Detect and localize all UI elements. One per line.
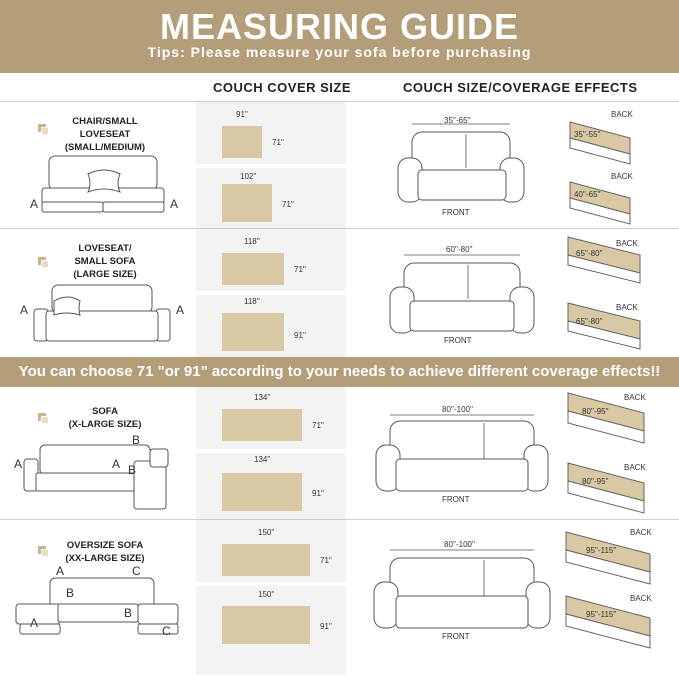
- back-range: 40''-65'': [574, 190, 601, 199]
- cover-swatch: [222, 544, 310, 576]
- cover-height: 71'': [282, 200, 294, 209]
- back-label: BACK: [611, 110, 633, 119]
- front-label: FRONT: [442, 495, 470, 504]
- cover-width: 91'': [236, 110, 248, 119]
- cover-swatch: [222, 184, 272, 222]
- back-label: BACK: [616, 239, 638, 248]
- couch-width: 80''-100'': [444, 540, 476, 549]
- cover-swatch: [222, 473, 302, 511]
- cover-swatch: [222, 606, 310, 644]
- category-label: CHAIR/SMALL LOVESEAT (SMALL/MEDIUM): [64, 116, 146, 153]
- page-title: MEASURING GUIDE: [159, 6, 520, 47]
- couch-back-icon: [346, 229, 679, 358]
- small-sofa-illustration-icon: [0, 229, 196, 358]
- cover-width: 150'': [258, 590, 275, 599]
- marker-a: A: [30, 197, 39, 211]
- marker-b: B: [66, 586, 75, 600]
- category-cell: [0, 387, 196, 519]
- back-range: 80''-95'': [582, 477, 609, 486]
- size-row-3: [0, 387, 679, 519]
- column-header-cover-size: COUCH COVER SIZE: [213, 80, 352, 95]
- back-range: 65''-80'': [576, 249, 603, 258]
- divider: [196, 164, 346, 168]
- oversize-sofa-illustration-icon: [0, 520, 196, 676]
- l-sofa-illustration-icon: [0, 387, 196, 519]
- tips-text: Tips: Please measure your sofa before purchasing: [147, 44, 532, 60]
- back-range: 80''-95'': [582, 407, 609, 416]
- cover-size-cell: [196, 387, 346, 519]
- divider: [196, 582, 346, 586]
- category-cell: [0, 102, 196, 228]
- coverage-note-banner: You can choose 71 "or 91" according to your needs to achieve different coverage effects!!: [0, 357, 679, 387]
- divider: [196, 449, 346, 453]
- cover-width: 134'': [254, 393, 271, 402]
- back-label: BACK: [624, 463, 646, 472]
- coverage-effect-cell: [346, 229, 679, 357]
- couch-width: 80''-100'': [442, 405, 474, 414]
- back-label: BACK: [611, 172, 633, 181]
- marker-a: A: [56, 564, 65, 578]
- back-label: BACK: [616, 303, 638, 312]
- coverage-effect-cell: [346, 387, 679, 519]
- back-range: 95''-115'': [586, 546, 617, 555]
- marker-c: C: [162, 624, 171, 638]
- cover-height: 71'': [272, 138, 284, 147]
- divider: [196, 291, 346, 295]
- category-label: SOFA (X-LARGE SIZE): [68, 406, 142, 430]
- column-header-coverage: COUCH SIZE/COVERAGE EFFECTS: [403, 80, 638, 95]
- category-cell: [0, 520, 196, 675]
- cover-height: 91'': [294, 331, 306, 340]
- couch-back-icon: [346, 102, 679, 229]
- back-range: 35''-55'': [574, 130, 601, 139]
- cover-swatch: [222, 126, 262, 158]
- marker-a: A: [20, 303, 29, 317]
- marker-a: A: [14, 457, 23, 471]
- coverage-effect-cell: [346, 102, 679, 228]
- cover-height: 71'': [294, 265, 306, 274]
- cover-swatch: [222, 313, 284, 351]
- marker-a: A: [30, 616, 39, 630]
- back-label: BACK: [630, 594, 652, 603]
- couch-width: 60''-80'': [446, 245, 473, 254]
- cover-width: 118'': [244, 297, 260, 306]
- cover-height: 91'': [320, 622, 332, 631]
- cover-width: 102'': [240, 172, 257, 181]
- back-label: BACK: [630, 528, 652, 537]
- back-range: 65''-80'': [576, 317, 603, 326]
- cover-height: 71'': [312, 421, 324, 430]
- back-range: 95''-115'': [586, 610, 617, 619]
- cover-width: 150'': [258, 528, 275, 537]
- cover-swatch: [222, 409, 302, 441]
- marker-b: B: [132, 433, 141, 447]
- cover-width: 134'': [254, 455, 271, 464]
- marker-a: A: [176, 303, 185, 317]
- category-label: LOVESEAT/ SMALL SOFA (LARGE SIZE): [73, 243, 137, 280]
- header-banner: [0, 0, 679, 73]
- cover-height: 91'': [312, 489, 324, 498]
- marker-a: A: [112, 457, 121, 471]
- coverage-effect-cell: [346, 520, 679, 675]
- couch-back-icon: [346, 387, 679, 519]
- marker-b: B: [124, 606, 133, 620]
- category-label: OVERSIZE SOFA (XX-LARGE SIZE): [65, 540, 145, 564]
- size-row-1: [0, 101, 679, 228]
- front-label: FRONT: [444, 336, 472, 345]
- size-row-2: [0, 228, 679, 357]
- cover-height: 71'': [320, 556, 332, 565]
- marker-c: C: [132, 564, 141, 578]
- front-label: FRONT: [442, 208, 470, 217]
- front-label: FRONT: [442, 632, 470, 641]
- marker-b: B: [128, 463, 137, 477]
- category-cell: [0, 229, 196, 357]
- couch-width: 35''-65'': [444, 116, 471, 125]
- cover-size-cell: [196, 520, 346, 675]
- marker-a: A: [170, 197, 179, 211]
- cover-width: 118'': [244, 237, 260, 246]
- back-label: BACK: [624, 393, 646, 402]
- size-row-4: [0, 519, 679, 675]
- cover-swatch: [222, 253, 284, 285]
